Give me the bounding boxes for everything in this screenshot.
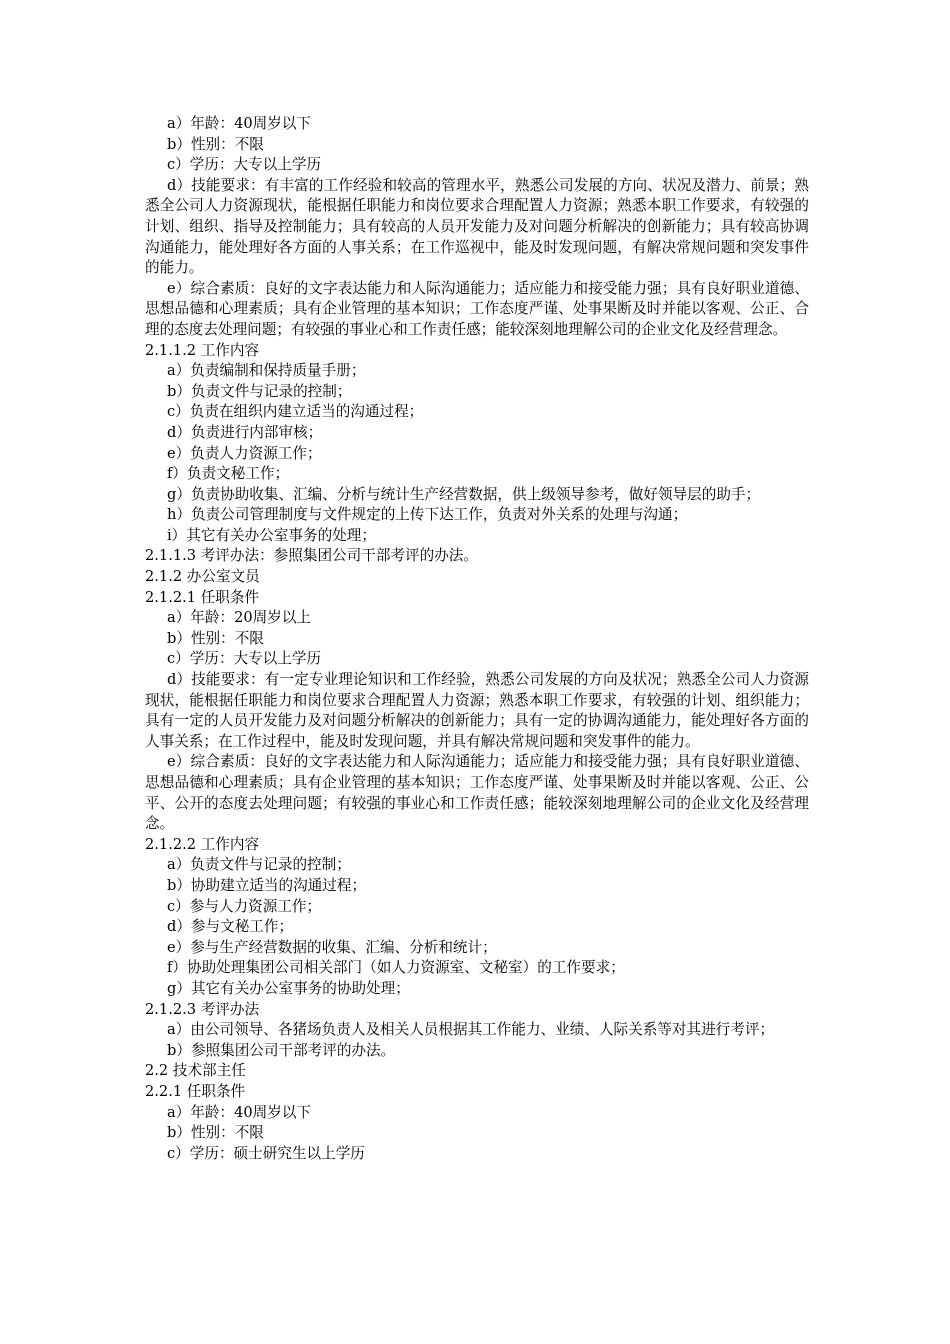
list-item: c）参与人力资源工作； (167, 897, 322, 915)
list-item: a）年龄：40周岁以下 (167, 1103, 312, 1121)
list-item: i）其它有关办公室事务的处理； (167, 526, 376, 544)
list-item: f）协助处理集团公司相关部门（如人力资源室、文秘室）的工作要求； (167, 959, 625, 977)
list-item: b）性别：不限 (167, 1124, 264, 1142)
document-body (145, 114, 809, 1164)
paragraph: a）由公司领导、各猪场负责人及相关人员根据其工作能力、业绩、人际关系等对其进行考评； (167, 1021, 775, 1039)
section-heading: 2.2.1 任职条件 (145, 1082, 246, 1100)
list-item: c）学历：硕士研究生以上学历 (167, 1144, 365, 1162)
section-heading: 2.1.2.2 工作内容 (145, 835, 260, 853)
paragraph: e）综合素质：良好的文字表达能力和人际沟通能力；适应能力和接受能力强；具有良好职业道德、思想品德和心理素质；具有企业管理的基本知识；工作态度严谨、处事果断及时并能以客观、公正、合理的态度去处理问题；有较强的事业心和工作责任感；能较深刻地理解公司的企业文化及经营理念。 (145, 279, 809, 338)
list-item: a）年龄：20周岁以上 (167, 609, 312, 627)
list-item: b）协助建立适当的沟通过程； (167, 876, 367, 894)
list-item: d）参与文秘工作； (167, 918, 294, 936)
section-heading: 2.1.2.1 任职条件 (145, 588, 260, 606)
section-heading: 2.1.2 办公室文员 (145, 568, 260, 586)
list-item: g）其它有关办公室事务的协助处理； (167, 979, 410, 997)
list-item: d）负责进行内部审核； (167, 423, 323, 441)
list-item: b）参照集团公司干部考评的办法。 (167, 1041, 396, 1059)
list-item: c）学历：大专以上学历 (167, 650, 322, 668)
paragraph: e）综合素质：良好的文字表达能力和人际沟通能力；适应能力和接受能力强；具有良好职业道德、思想品德和心理素质；具有企业管理的基本知识；工作态度严谨、处事果断及时并能以客观、公正、公平、公开的态度去处理问题；有较强的事业心和工作责任感；能较深刻地理解公司的企业文化及经营理念。 (145, 753, 809, 833)
list-item: a）年龄：40周岁以下 (167, 115, 312, 132)
list-item: f）负责文秘工作； (167, 465, 290, 483)
paragraph: d）技能要求：有丰富的工作经验和较高的管理水平，熟悉公司发展的方向、状况及潜力、前景；熟悉全公司人力资源现状，能根据任职能力和岗位要求合理配置人力资源；熟悉本职工作要求，有较强的计划、组织、指导及控制能力；具有较高的人员开发能力及对问题分析解决的创新能力；具有较高协调沟通能力，能处理好各方面的人事关系；在工作巡视中，能及时发现问题，有解决常规问题和突发事件的能力。 (145, 176, 809, 277)
list-item: b）负责文件与记录的控制； (167, 382, 352, 400)
paragraph: g）负责协助收集、汇编、分析与统计生产经营数据，供上级领导参考，做好领导层的助手； (167, 485, 761, 503)
section-heading: 2.1.2.3 考评办法 (145, 1000, 260, 1018)
list-item: a）负责编制和保持质量手册； (167, 362, 366, 380)
section-heading: 2.1.1.3 考评办法：参照集团公司干部考评的办法。 (145, 547, 478, 565)
section-heading: 2.1.1.2 工作内容 (145, 341, 260, 359)
list-item: c）学历：大专以上学历 (167, 156, 322, 174)
list-item: b）性别：不限 (167, 135, 264, 153)
list-item: c）负责在组织内建立适当的沟通过程； (167, 403, 424, 421)
list-item: e）负责人力资源工作； (167, 444, 322, 462)
list-item: a）负责文件与记录的控制； (167, 856, 351, 874)
paragraph: d）技能要求：有一定专业理论知识和工作经验，熟悉公司发展的方向及状况；熟悉全公司人力资源现状，能根据任职能力和岗位要求合理配置人力资源；熟悉本职工作要求，有较强的计划、组织能力；具有一定的人员开发能力及对问题分析解决的创新能力；具有一定的协调沟通能力，能处理好各方面的人事关系；在工作过程中，能及时发现问题，并具有解决常规问题和突发事件的能力。 (145, 671, 809, 750)
list-item: b）性别：不限 (167, 629, 264, 647)
section-heading: 2.2 技术部主任 (145, 1062, 246, 1080)
list-item: h）负责公司管理制度与文件规定的上传下达工作，负责对外关系的处理与沟通； (167, 506, 688, 524)
list-item: e）参与生产经营数据的收集、汇编、分析和统计； (167, 938, 497, 956)
